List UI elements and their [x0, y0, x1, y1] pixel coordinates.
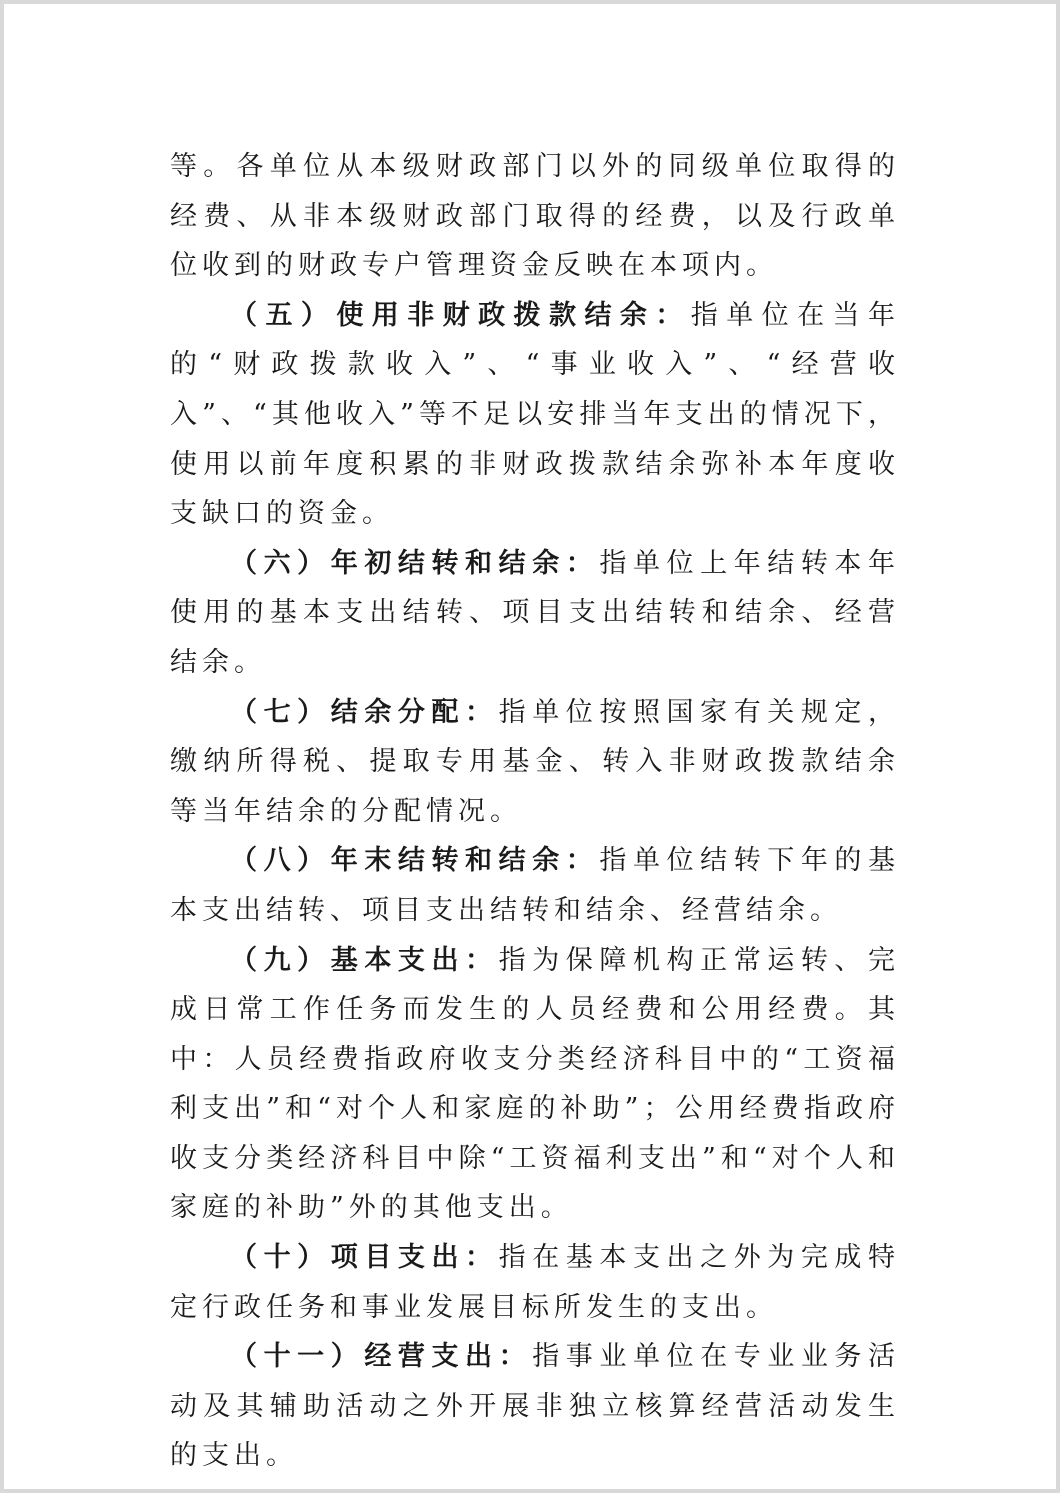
- paragraph-term: （六）年初结转和结余：: [230, 547, 600, 579]
- paragraph-item-6: [170, 539, 900, 688]
- paragraph-item-5: [170, 291, 900, 539]
- paragraph-text: 指单位在当年的“财政拨款收入”、“事业收入”、“经营收入”、“其他收入”等不足以安排当年支出的情况下，使用以前年度积累的非财政拨款结余弥补本年度收支缺口的资金。: [170, 299, 901, 530]
- paragraph-item-8: [170, 836, 900, 935]
- paragraph-term: （十一）经营支出：: [230, 1341, 533, 1373]
- paragraph-item-10: [170, 1233, 900, 1332]
- paragraph-item-9: [170, 936, 900, 1234]
- paragraph-text: 指在基本支出之外为完成特定行政任务和事业发展目标所发生的支出。: [170, 1242, 901, 1323]
- paragraph-item-7: [170, 688, 900, 837]
- paragraph-text: 指单位结转下年的基本支出结转、项目支出结转和结余、经营结余。: [170, 845, 901, 926]
- paragraph-continuation: [170, 142, 900, 291]
- paragraph-term: （五）使用非财政拨款结余：: [230, 299, 691, 331]
- paragraph-term: （十）项目支出：: [230, 1242, 499, 1274]
- paragraph-text: 指为保障机构正常运转、完成日常工作任务而发生的人员经费和公用经费。其中：人员经费指政府收支分类经济科目中的“工资福利支出”和“对个人和家庭的补助”；公用经费指政府收支分类经济科目中除“工资福利支出”和“对个人和家庭的补助”外的其他支出。: [170, 944, 901, 1224]
- paragraph-text: 等。各单位从本级财政部门以外的同级单位取得的经费、从非本级财政部门取得的经费，以及行政单位收到的财政专户管理资金反映在本项内。: [170, 151, 900, 282]
- document-body: [170, 142, 900, 1481]
- paragraph-term: （八）年末结转和结余：: [230, 845, 600, 877]
- paragraph-text: 指单位上年结转本年使用的基本支出结转、项目支出结转和结余、经营结余。: [170, 547, 901, 678]
- paragraph-item-11: [170, 1332, 900, 1481]
- paragraph-term: （九）基本支出：: [230, 944, 499, 976]
- paragraph-text: 指事业单位在专业业务活动及其辅助活动之外开展非独立核算经营活动发生的支出。: [170, 1341, 901, 1472]
- paragraph-text: 指单位按照国家有关规定，缴纳所得税、提取专用基金、转入非财政拨款结余等当年结余的分配情况。: [170, 696, 901, 827]
- paragraph-term: （七）结余分配：: [230, 696, 499, 728]
